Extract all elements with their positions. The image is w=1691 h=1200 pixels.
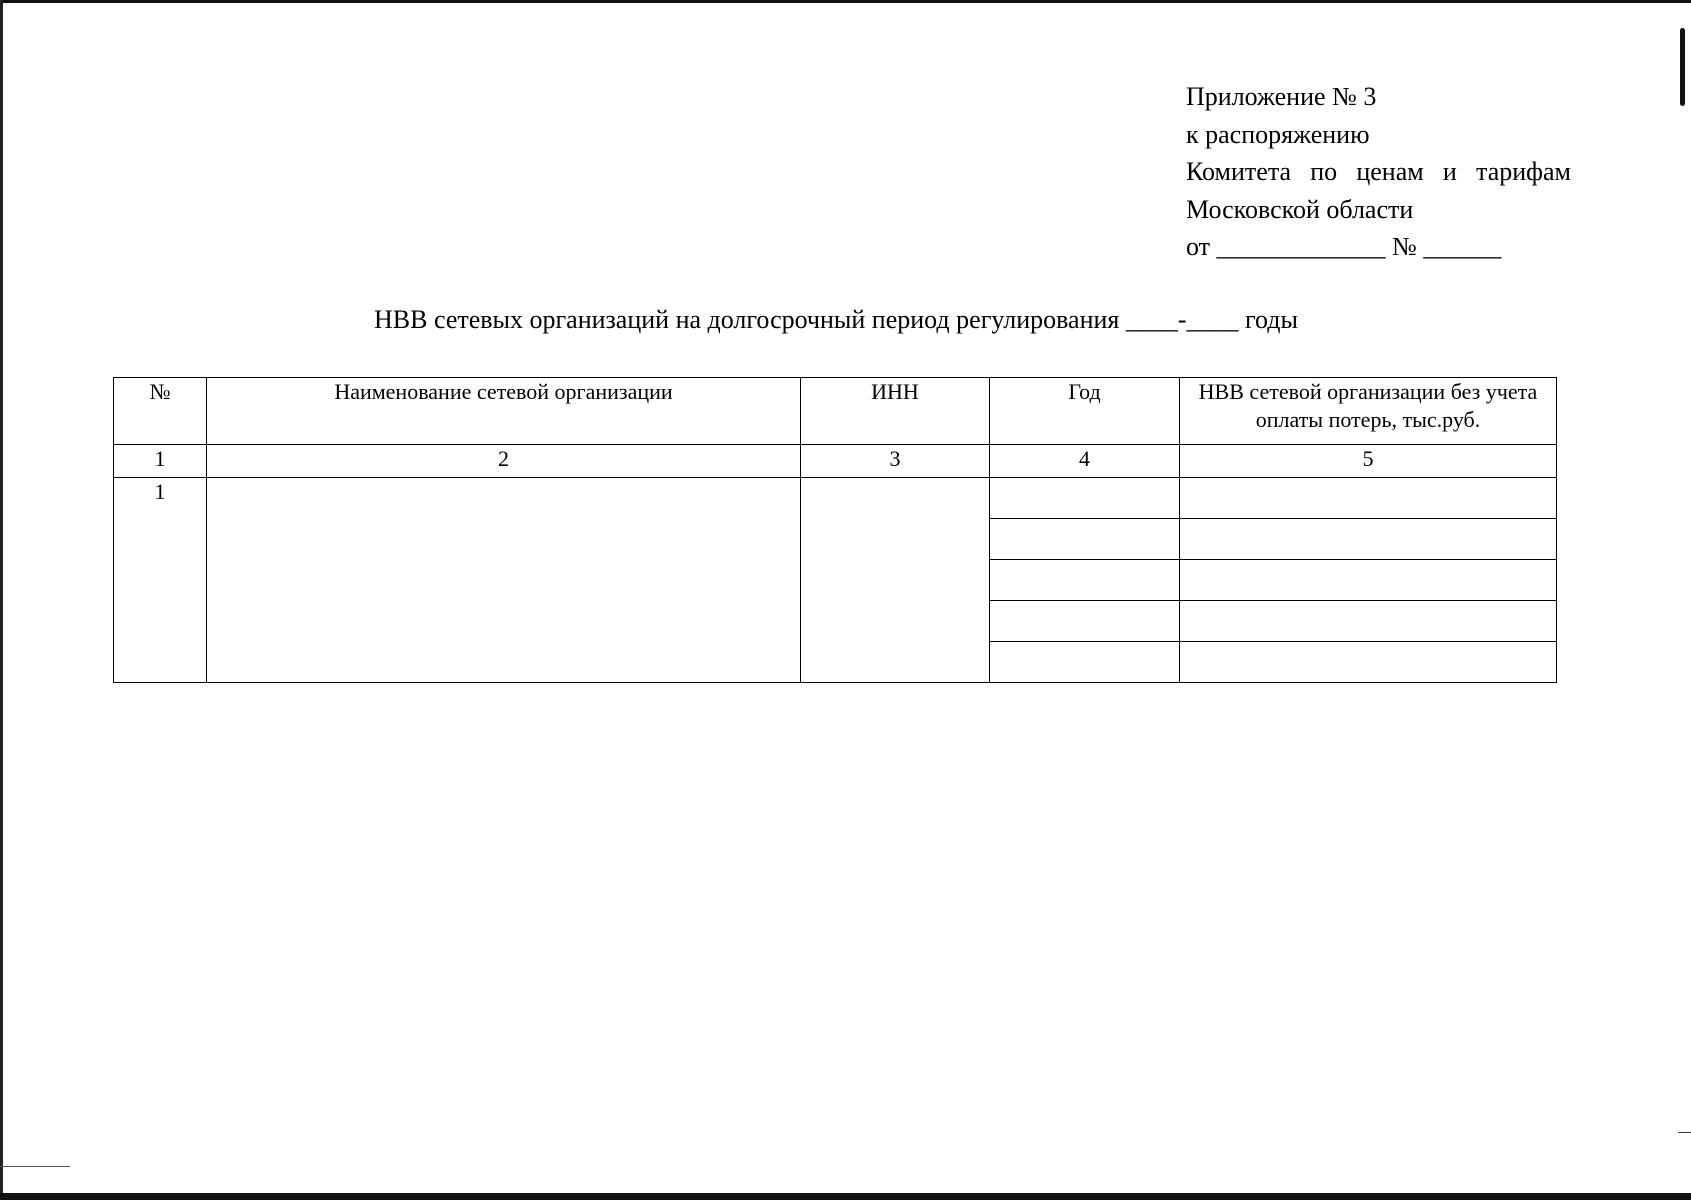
appendix-block: [1186, 78, 1586, 266]
scan-edge-tick-left: [0, 1166, 70, 1167]
scan-edge-mark: [1680, 28, 1685, 106]
nvv-cell[interactable]: [1180, 560, 1557, 601]
header-year: Год: [990, 378, 1180, 445]
document-title: НВВ сетевых организаций на долгосрочный период регулирования ____-____ годы: [374, 305, 1298, 334]
nvv-cell[interactable]: [1180, 519, 1557, 560]
column-number-5: 5: [1180, 445, 1557, 478]
appendix-date-number: от _____________ № ______: [1186, 232, 1502, 261]
nvv-cell[interactable]: [1180, 642, 1557, 683]
scan-edge-left: [0, 0, 3, 1200]
appendix-number: Приложение № 3: [1186, 82, 1377, 111]
inn-cell[interactable]: [801, 478, 990, 683]
scan-edge-top: [0, 0, 1691, 3]
year-cell[interactable]: [990, 601, 1180, 642]
appendix-committee: Комитета по ценам и тарифам: [1186, 157, 1571, 186]
scan-edge-bottom: [0, 1193, 1691, 1200]
row-number-cell: 1: [114, 478, 207, 683]
nvv-cell[interactable]: [1180, 478, 1557, 519]
column-number-1: 1: [114, 445, 207, 478]
year-cell[interactable]: [990, 478, 1180, 519]
column-number-3: 3: [801, 445, 990, 478]
column-number-4: 4: [990, 445, 1180, 478]
appendix-reference: к распоряжению: [1186, 119, 1370, 149]
appendix-region: Московской области: [1186, 194, 1414, 224]
table-header-row: [114, 378, 1557, 445]
header-number: №: [114, 378, 207, 445]
header-org-name: Наименование сетевой организации: [207, 378, 801, 445]
header-nvv: НВВ сетевой организации без учета оплаты потерь, тыс.руб.: [1180, 378, 1557, 445]
table-row: [114, 478, 1557, 519]
year-cell[interactable]: [990, 560, 1180, 601]
column-number-row: [114, 445, 1557, 478]
org-name-cell[interactable]: [207, 478, 801, 683]
year-cell[interactable]: [990, 519, 1180, 560]
scan-edge-tick-right: [1678, 1132, 1691, 1133]
year-cell[interactable]: [990, 642, 1180, 683]
nvv-cell[interactable]: [1180, 601, 1557, 642]
column-number-2: 2: [207, 445, 801, 478]
header-inn: ИНН: [801, 378, 990, 445]
nvv-table: [113, 377, 1557, 683]
